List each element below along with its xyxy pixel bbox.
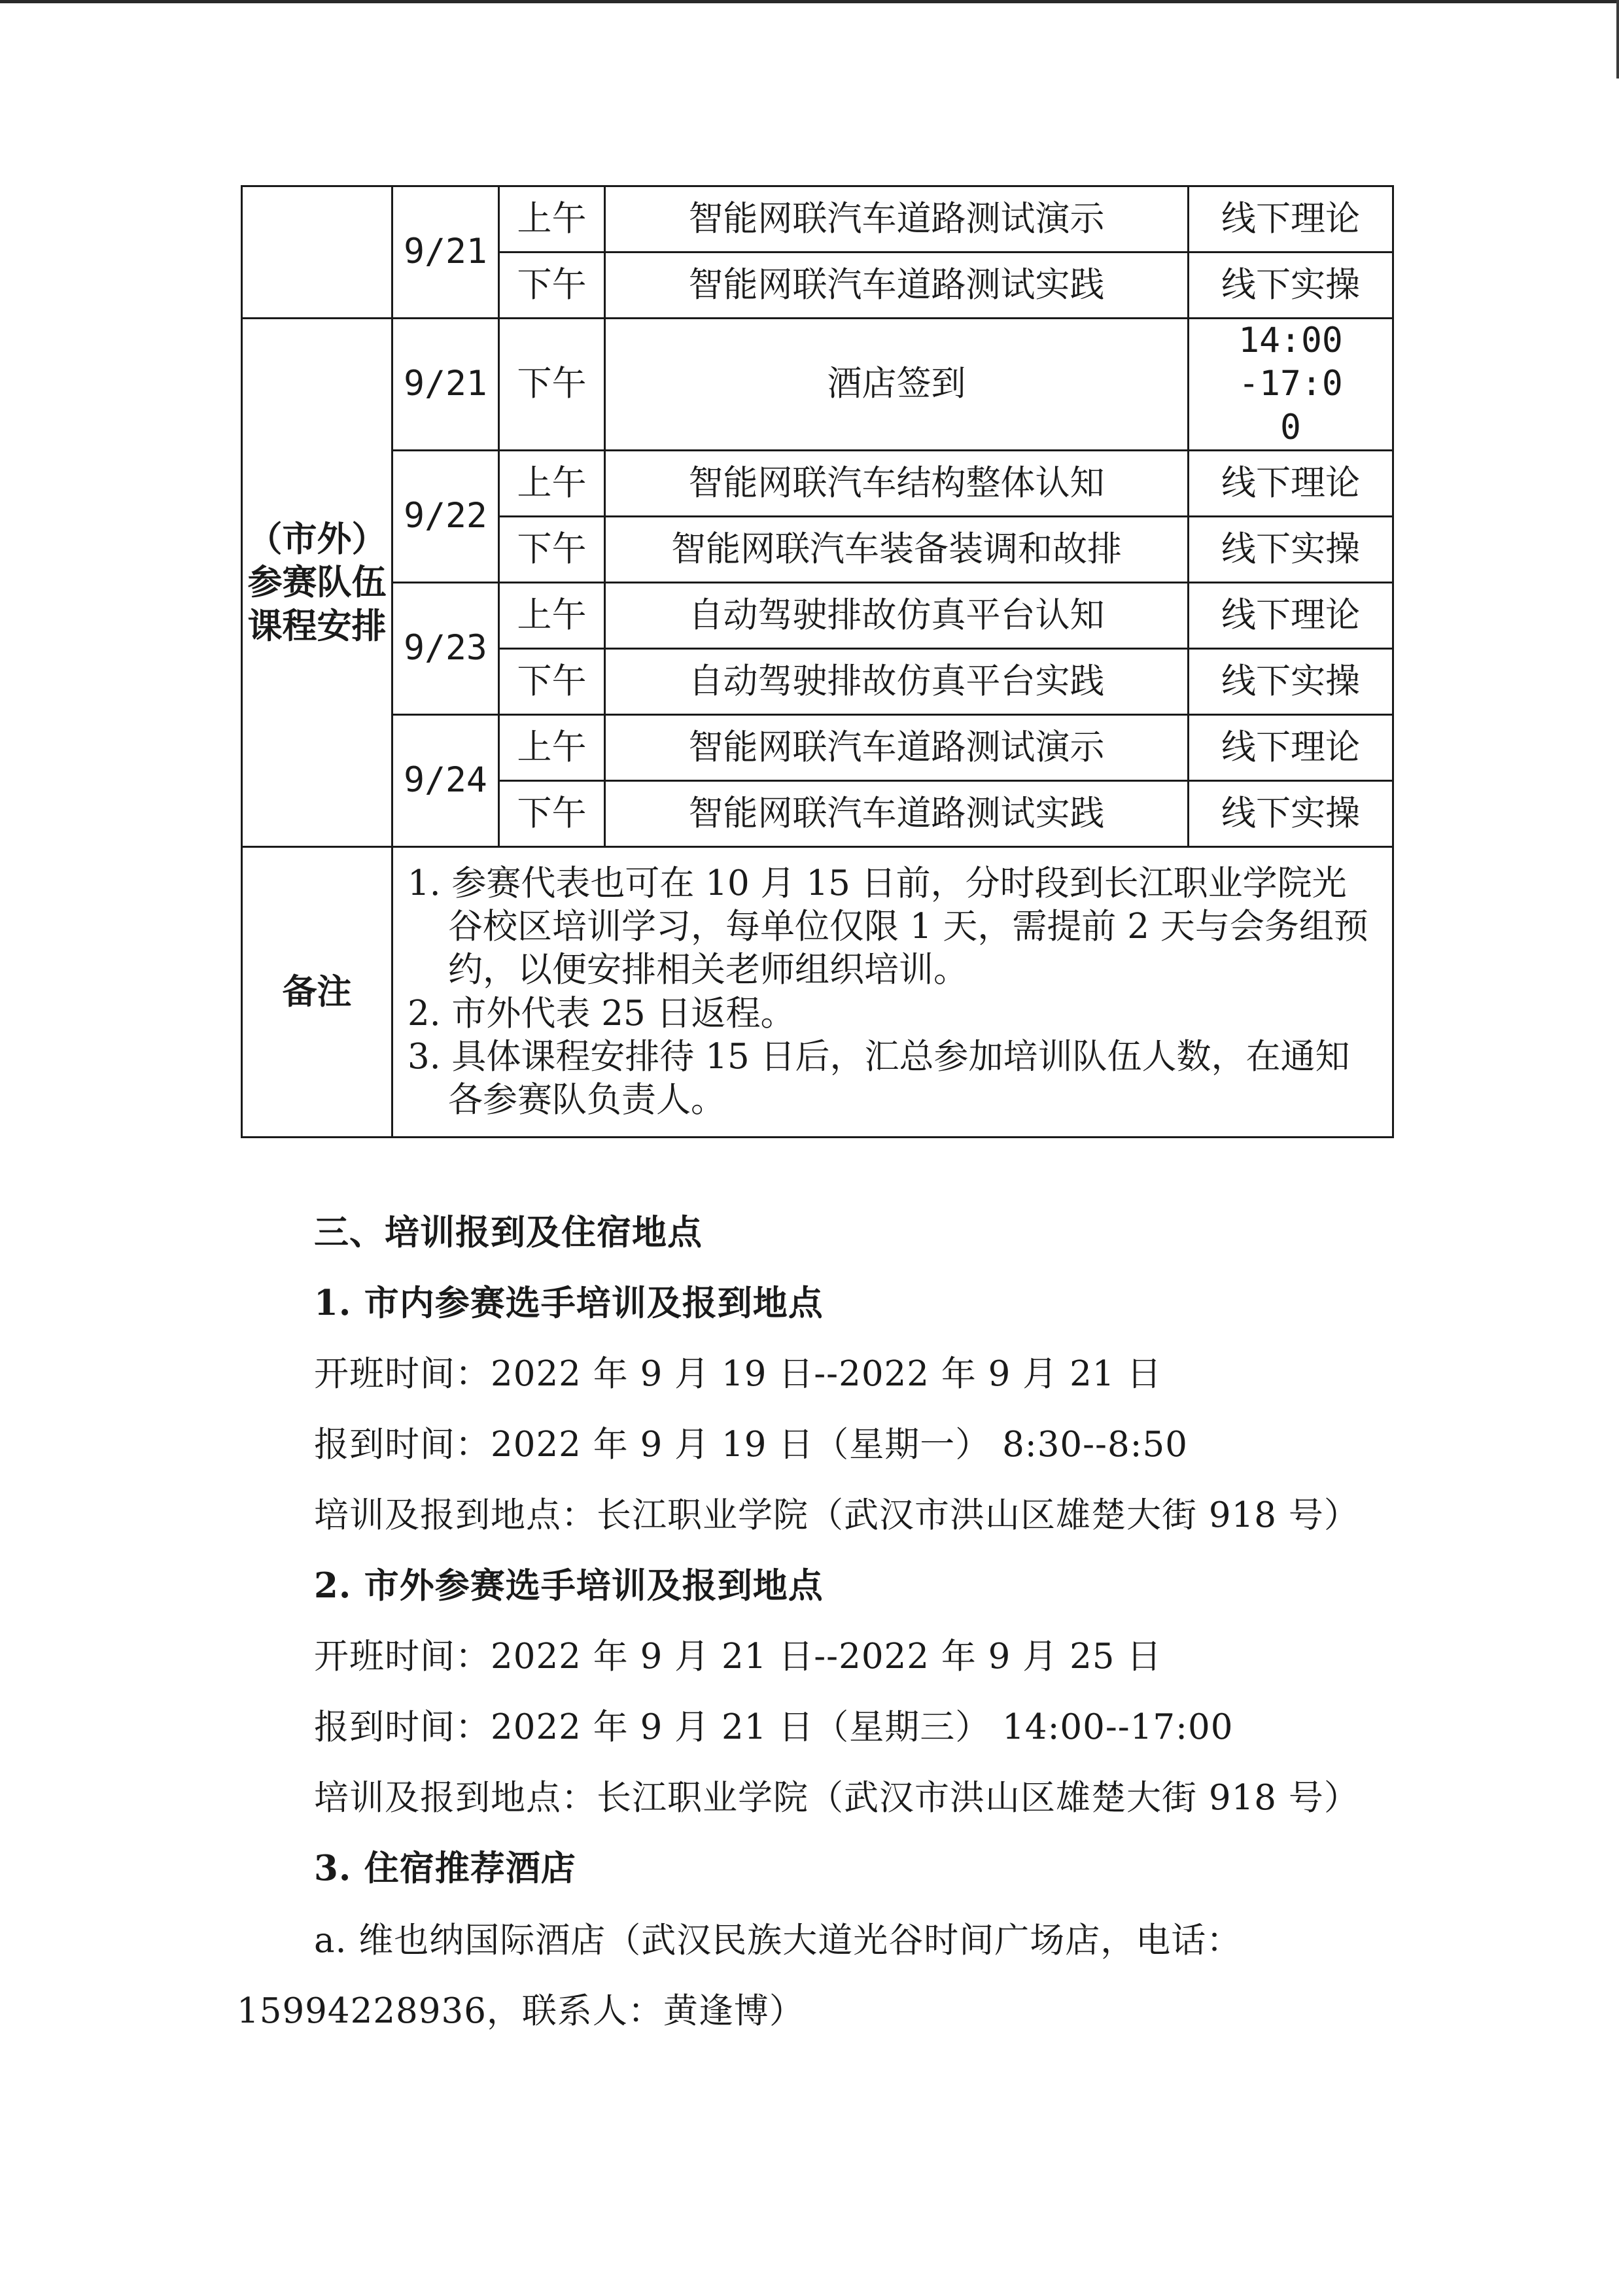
- mode-cell: 线下理论: [1189, 450, 1393, 516]
- subsection-heading: 3. 住宿推荐酒店: [314, 1848, 576, 1888]
- notes-label: 备注: [242, 846, 392, 1138]
- schedule-table: [241, 185, 1394, 1138]
- mode-cell: 线下实操: [1189, 516, 1393, 582]
- mode-cell: 线下理论: [1189, 582, 1393, 648]
- date-cell: 9/21: [392, 186, 499, 319]
- period-cell: 下午: [499, 516, 605, 582]
- course-cell: 智能网联汽车道路测试实践: [605, 780, 1189, 846]
- mode-cell: 线下理论: [1189, 186, 1393, 252]
- group-cell: [242, 186, 392, 319]
- location: 培训及报到地点：长江职业学院（武汉市洪山区雄楚大街 918 号）: [314, 1495, 1359, 1535]
- notes-row: [242, 846, 1393, 1138]
- checkin-time: 报到时间：2022 年 9 月 19 日（星期一） 8:30--8:50: [314, 1425, 1188, 1465]
- course-cell: 智能网联汽车道路测试实践: [605, 252, 1189, 319]
- period-cell: 上午: [499, 450, 605, 516]
- table-row: [242, 582, 1393, 648]
- note-item: 1. 参赛代表也可在 10 月 15 日前，分时段到长江职业学院光谷校区培训学习，每单位仅限 1 天，需提前 2 天与会务组预约，以便安排相关老师组织培训。: [408, 863, 1368, 990]
- subsection-heading: 2. 市外参赛选手培训及报到地点: [314, 1565, 824, 1606]
- note-item: 2. 市外代表 25 日返程。: [408, 993, 795, 1034]
- course-cell: 智能网联汽车结构整体认知: [605, 450, 1189, 516]
- scan-edge: [0, 0, 1619, 3]
- course-cell: 智能网联汽车装备装调和故排: [605, 516, 1189, 582]
- note-item: 3. 具体课程安排待 15 日后，汇总参加培训队伍人数，在通知各参赛队负责人。: [408, 1036, 1350, 1120]
- course-cell: 酒店签到: [605, 319, 1189, 451]
- date-cell: 9/22: [392, 450, 499, 582]
- subsection-heading: 1. 市内参赛选手培训及报到地点: [314, 1283, 824, 1323]
- period-cell: 下午: [499, 780, 605, 846]
- checkin-time: 报到时间：2022 年 9 月 21 日（星期三） 14:00--17:00: [314, 1707, 1234, 1747]
- course-cell: 智能网联汽车道路测试演示: [605, 186, 1189, 252]
- time-range: 14:00-17:00: [1238, 321, 1343, 447]
- date-cell: 9/21: [392, 319, 499, 451]
- date-cell: 9/24: [392, 714, 499, 846]
- class-time: 开班时间：2022 年 9 月 21 日--2022 年 9 月 25 日: [314, 1637, 1162, 1677]
- table-row: [242, 186, 1393, 252]
- course-cell: 自动驾驶排故仿真平台实践: [605, 648, 1189, 714]
- date-cell: 9/23: [392, 582, 499, 714]
- table-row: [242, 450, 1393, 516]
- mode-cell: 线下理论: [1189, 714, 1393, 780]
- period-cell: 下午: [499, 648, 605, 714]
- period-cell: 下午: [499, 319, 605, 451]
- section-heading: 三、培训报到及住宿地点: [314, 1212, 703, 1253]
- hotel-info: a. 维也纳国际酒店（武汉民族大道光谷时间广场店，电话：: [314, 1921, 1242, 1960]
- period-cell: 上午: [499, 582, 605, 648]
- mode-cell: 线下实操: [1189, 252, 1393, 319]
- mode-cell: 线下实操: [1189, 780, 1393, 846]
- period-cell: 上午: [499, 714, 605, 780]
- group-cell: （市外）参赛队伍课程安排: [242, 319, 392, 847]
- location: 培训及报到地点：长江职业学院（武汉市洪山区雄楚大街 918 号）: [314, 1778, 1359, 1818]
- table-row: [242, 319, 1393, 451]
- course-cell: 自动驾驶排故仿真平台认知: [605, 582, 1189, 648]
- mode-cell: 线下实操: [1189, 648, 1393, 714]
- class-time: 开班时间：2022 年 9 月 19 日--2022 年 9 月 21 日: [314, 1354, 1162, 1394]
- course-cell: 智能网联汽车道路测试演示: [605, 714, 1189, 780]
- scan-edge: [1616, 0, 1619, 78]
- notes-cell: [392, 846, 1393, 1138]
- period-cell: 上午: [499, 186, 605, 252]
- period-cell: 下午: [499, 252, 605, 319]
- hotel-info-continued: 15994228936，联系人：黄逢博）: [237, 1991, 805, 2031]
- table-row: [242, 714, 1393, 780]
- time-cell: [1189, 319, 1393, 451]
